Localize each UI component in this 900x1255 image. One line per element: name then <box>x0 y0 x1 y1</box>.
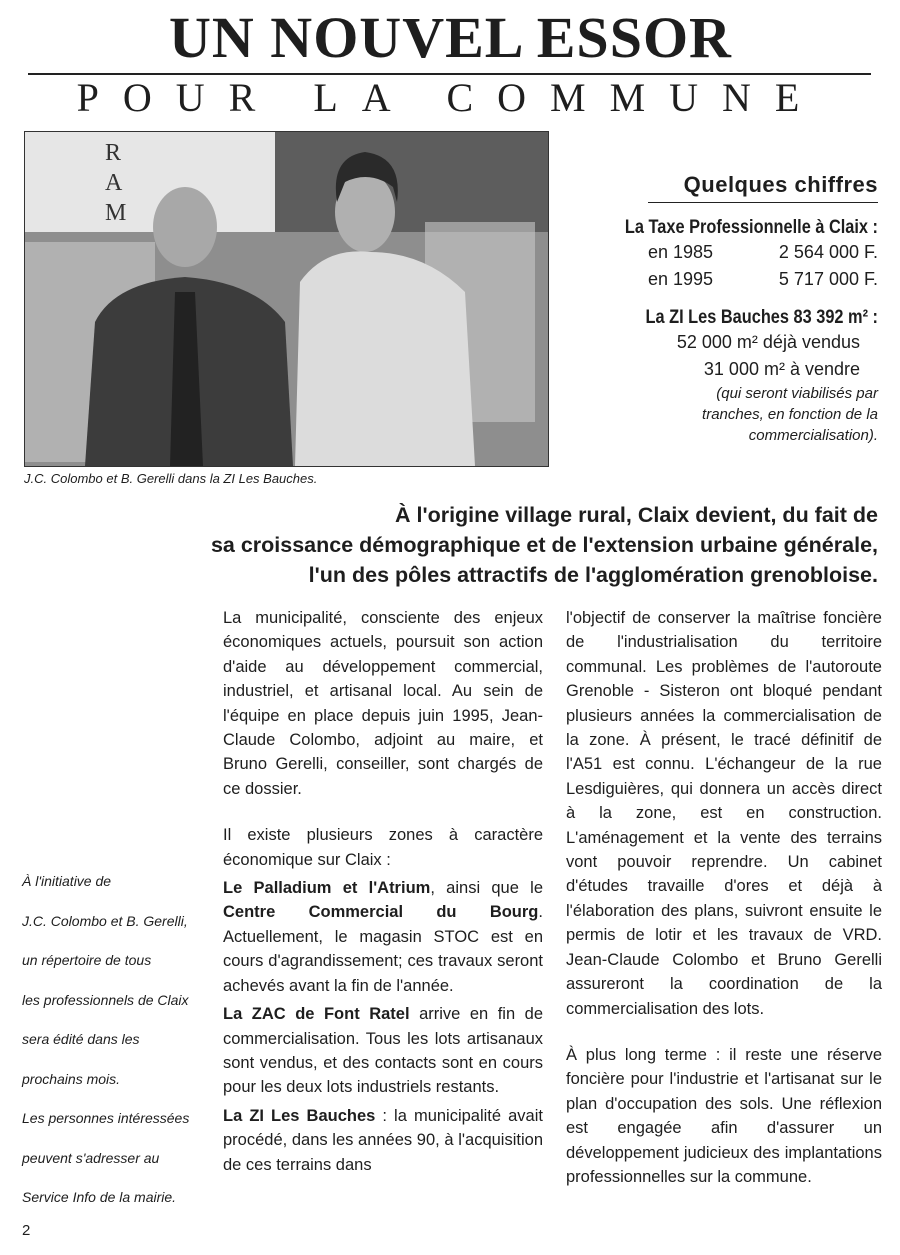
paragraph: La ZI Les Bauches : la municipalité avait procédé, dans les années 90, à l'acquisition de ces terrains dans <box>223 1106 543 1174</box>
zi-heading: La ZI Les Bauches 83 392 m² : <box>645 307 878 328</box>
sign-letter-r: R <box>105 140 122 166</box>
page-title: UN NOUVEL ESSOR <box>169 5 732 70</box>
article-column-1 <box>223 606 543 1199</box>
photo <box>24 131 549 467</box>
paragraph: La municipalité, consciente des enjeux économiques actuels, poursuit son action d'aide au développement commercial, industriel, et artisanal local. Au sein de l'équipe en place depuis juin 1995, Jean-Claude Colombo, adjoint au maire, et Bruno Gerelli, conseiller, sont chargés de ce dossier. <box>223 609 543 798</box>
sidebar-line: prochains mois. <box>22 1070 121 1087</box>
taxe-row: en 1995 5 717 000 F. <box>648 269 878 289</box>
key-figures-box <box>560 172 878 446</box>
sidebar-line: Service Info de la mairie. <box>22 1189 177 1205</box>
article-column-2 <box>566 606 882 1211</box>
paragraph: Il existe plusieurs zones à caractère économique sur Claix : <box>223 826 543 869</box>
lead-line: l'un des pôles attractifs de l'agglomération grenobloise. <box>308 563 878 587</box>
sidebar-line: les professionnels de Claix <box>22 991 189 1008</box>
sidebar-line: À l'initiative de <box>22 873 112 889</box>
page-number: 2 <box>22 1222 31 1239</box>
sidebar-line: peuvent s'adresser au <box>22 1149 160 1166</box>
zi-for-sale: 31 000 m² à vendre <box>703 359 860 379</box>
sidebar-line: J.C. Colombo et B. Gerelli, <box>22 912 188 929</box>
paragraph: Le Palladium et l'Atrium, ainsi que le Centre Commercial du Bourg. Actuellement, le magasin STOC est en cours d'agrandissement; ces travaux seront achevés avant la fin de l'année. <box>223 879 543 995</box>
lead-line: sa croissance démographique et de l'extension urbaine générale, <box>210 533 878 557</box>
sign-letter-a: A <box>105 170 123 196</box>
zi-note: (qui seront viabilisés par tranches, en fonction de la commercialisation). <box>702 385 878 444</box>
sidebar-line: sera édité dans les <box>22 1031 140 1047</box>
paragraph: À plus long terme : il reste une réserve foncière pour l'industrie et l'artisanat sur le plan d'occupation des sols. Une réflexion est engagée afin d'assurer un développement judicieux des implantations professionnelles sur la commune. <box>566 1045 882 1186</box>
sidebar-note <box>22 873 212 1229</box>
taxe-row: en 1985 2 564 000 F. <box>648 242 878 262</box>
sign-letter-m: M <box>105 200 127 226</box>
taxe-heading: La Taxe Professionnelle à Claix : <box>624 217 878 238</box>
paragraph: La ZAC de Font Ratel arrive en fin de commercialisation. Tous les lots artisanaux sont vendus, et des contacts sont en cours pour les deux lots industriels restants. <box>223 1005 544 1097</box>
key-figures-title: Quelques chiffres <box>648 172 878 203</box>
zi-sold: 52 000 m² déjà vendus <box>676 332 860 352</box>
sidebar-line: un répertoire de tous <box>22 952 152 968</box>
page-subtitle: POUR LA COMMUNE <box>76 75 824 120</box>
sidebar-line: Les personnes intéressées <box>22 1110 190 1126</box>
lead-line: À l'origine village rural, Claix devient, du fait de <box>394 503 878 527</box>
photo-caption: J.C. Colombo et B. Gerelli dans la ZI Les Bauches. <box>24 471 318 486</box>
paragraph: l'objectif de conserver la maîtrise foncière de l'industrialisation du territoire communal. Les problèmes de l'autoroute Grenoble - Sisteron ont bloqué pendant plusieurs années la commercialisation de la zone. À présent, le tracé définitif de l'A51 est connu. L'échangeur de la rue Lesdiguières, qui donnera un accès direct à la zone, est en construction. L'aménagement et la vente des terrains vont pouvoir reprendre. Un cabinet d'études travaille d'ores et déjà à l'élaboration des plans, suivront ensuite le permis de lotir et les travaux de VRD. Jean-Claude Colombo et Bruno Gerelli assureront la coordination de la commercialisation des lots. <box>566 609 882 1018</box>
lead-paragraph <box>20 500 878 590</box>
